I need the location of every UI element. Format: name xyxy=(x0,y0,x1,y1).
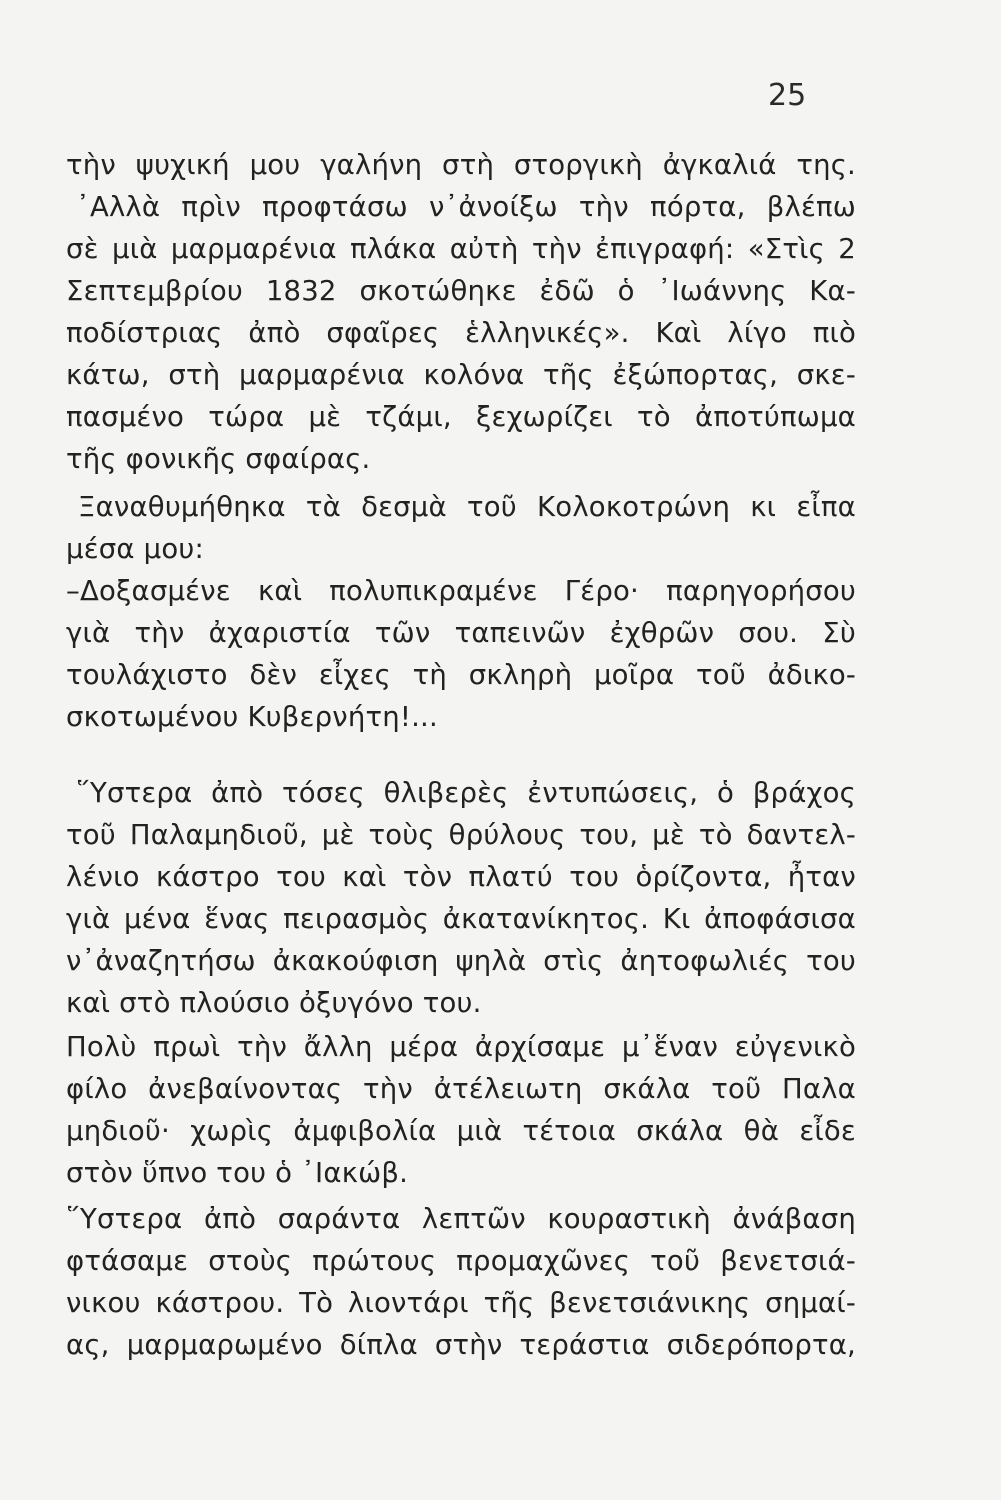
text-line: Σεπτεμβρίου 1832 σκοτώθηκε ἐδῶ ὁ ᾿Ιωάννης Κα- xyxy=(66,275,856,307)
text-line: τῆς φονικῆς σφαίρας. xyxy=(66,443,371,475)
text-line: τουλάχιστο δὲν εἶχες τὴ σκληρὴ μοῖρα τοῦ ἀδικο- xyxy=(66,659,856,691)
page-number: 25 xyxy=(768,78,807,113)
text-line: κάτω, στὴ μαρμαρένια κολόνα τῆς ἐξώπορτας, σκε- xyxy=(66,359,856,391)
text-line: λένιο κάστρο του καὶ τὸν πλατύ του ὁρίζοντα, ἦταν xyxy=(66,861,856,893)
text-line: φίλο ἀνεβαίνοντας τὴν ἀτέλειωτη σκάλα τοῦ Παλα xyxy=(66,1073,856,1105)
text-line: Ξαναθυμήθηκα τὰ δεσμὰ τοῦ Κολοκοτρώνη κι εἶπα xyxy=(78,491,856,523)
text-line: ᾿Αλλὰ πρὶν προφτάσω ν᾿ἀνοίξω τὴν πόρτα, βλέπω xyxy=(76,191,856,223)
text-line: μηδιοῦ· χωρὶς ἀμφιβολία μιὰ τέτοια σκάλα θὰ εἶδε xyxy=(66,1115,856,1147)
text-line: τοῦ Παλαμηδιοῦ, μὲ τοὺς θρύλους του, μὲ τὸ δαντελ- xyxy=(66,819,856,851)
text-line: καὶ στὸ πλούσιο ὀξυγόνο του. xyxy=(66,987,482,1019)
text-line: ν᾿ἀναζητήσω ἀκακούφιση ψηλὰ στὶς ἀητοφωλιές του xyxy=(66,945,856,977)
text-line: φτάσαμε στοὺς πρώτους προμαχῶνες τοῦ βενετσιά- xyxy=(66,1245,856,1277)
text-line: μέσα μου: xyxy=(66,533,204,565)
text-line: ας, μαρμαρωμένο δίπλα στὴν τεράστια σιδερόπορτα, xyxy=(66,1329,856,1361)
text-line: ῞Υστερα ἀπὸ σαράντα λεπτῶν κουραστικὴ ἀνάβαση xyxy=(66,1203,856,1235)
text-line: νικου κάστρου. Τὸ λιοντάρι τῆς βενετσιάνικης σημαί- xyxy=(66,1287,856,1319)
text-line: γιὰ μένα ἕνας πειρασμὸς ἀκατανίκητος. Κι ἀποφάσισα xyxy=(66,903,856,935)
text-line: πασμένο τώρα μὲ τζάμι, ξεχωρίζει τὸ ἀποτύπωμα xyxy=(66,401,856,433)
text-line: ῞Υστερα ἀπὸ τόσες θλιβερὲς ἐντυπώσεις, ὁ βράχος xyxy=(76,777,856,809)
text-line: γιὰ τὴν ἀχαριστία τῶν ταπεινῶν ἐχθρῶν σου. Σὺ xyxy=(66,617,856,649)
text-line: –Δοξασμένε καὶ πολυπικραμένε Γέρο· παρηγορήσου xyxy=(66,575,856,607)
text-line: στὸν ὕπνο του ὁ ᾿Ιακώβ. xyxy=(66,1157,409,1189)
text-line: σὲ μιὰ μαρμαρένια πλάκα αὐτὴ τὴν ἐπιγραφή: «Στὶς 2 xyxy=(66,233,856,265)
text-line: σκοτωμένου Κυβερνήτη!... xyxy=(66,701,438,733)
text-line: Πολὺ πρωὶ τὴν ἄλλη μέρα ἀρχίσαμε μ᾿ἕναν εὐγενικὸ xyxy=(66,1031,856,1063)
text-line: ποδίστριας ἀπὸ σφαῖρες ἑλληνικές». Καὶ λίγο πιὸ xyxy=(66,317,856,349)
text-line: τὴν ψυχική μου γαλήνη στὴ στοργικὴ ἀγκαλιά της. xyxy=(66,149,856,181)
